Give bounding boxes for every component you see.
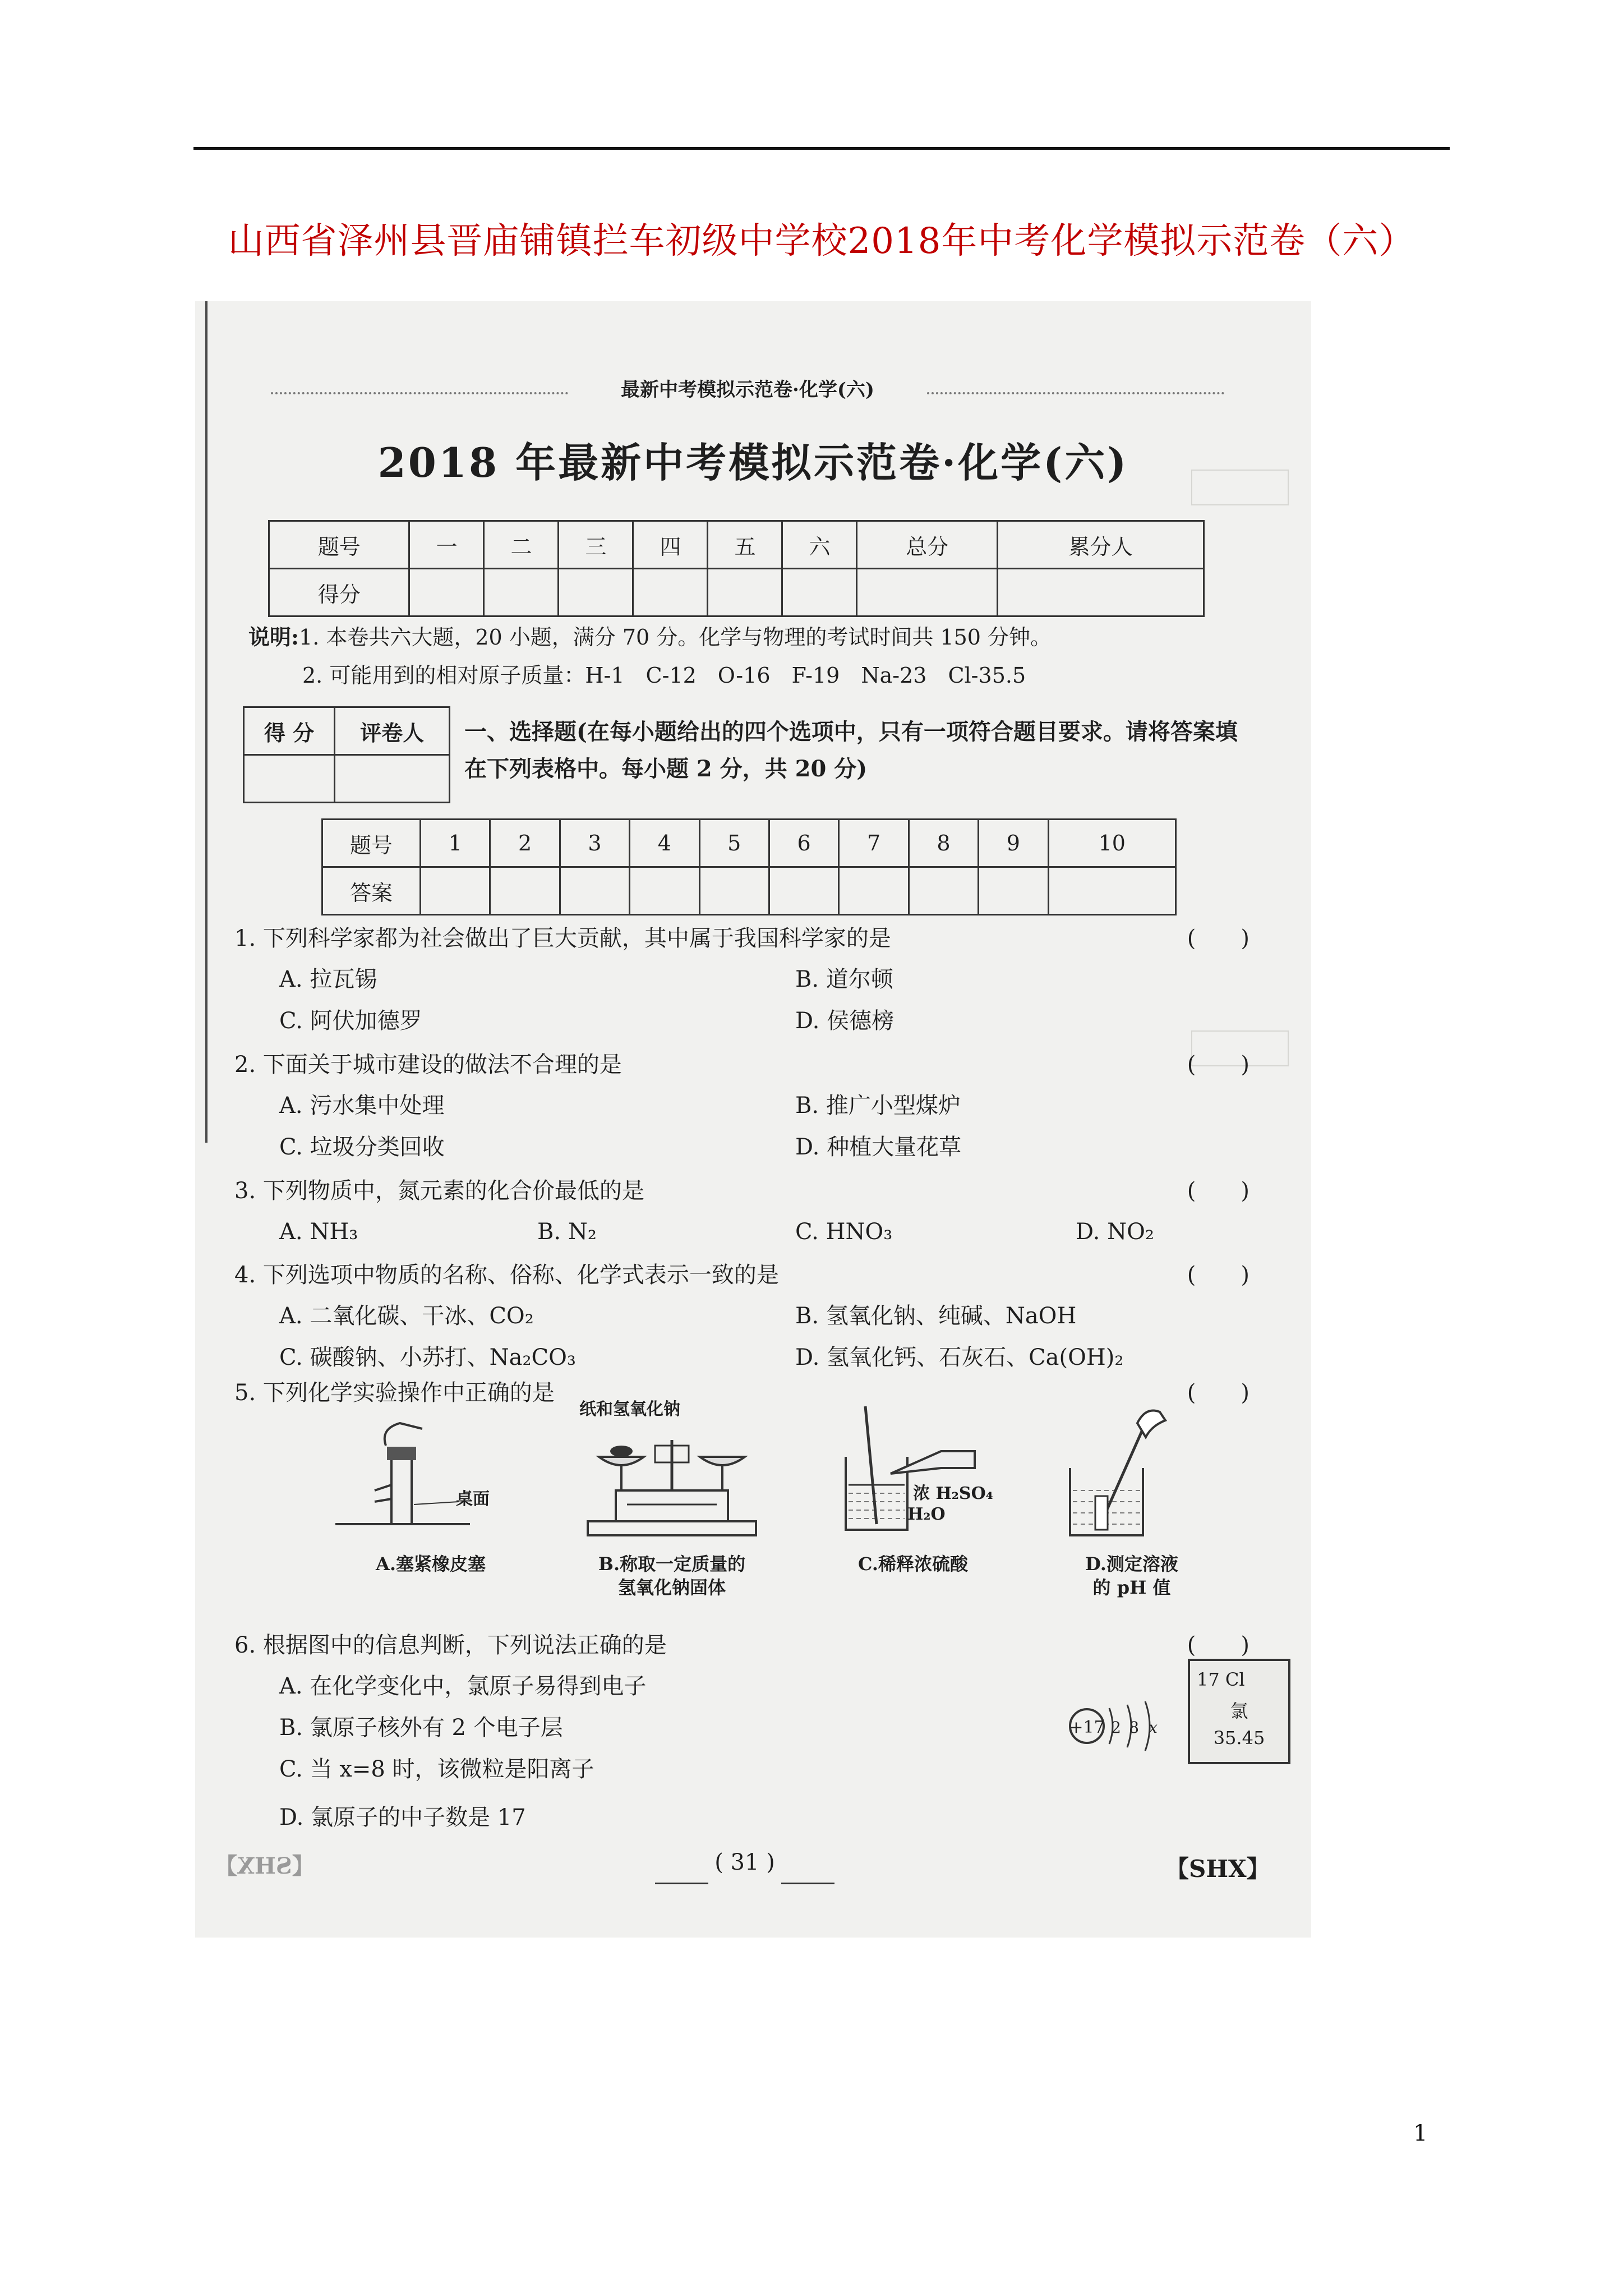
document-title: 山西省泽州县晋庙铺镇拦车初级中学校2018年中考化学模拟示范卷（六）: [228, 220, 1415, 262]
answer-cell: [839, 867, 909, 915]
option-b: B. 氢氧化钠、纯碱、NaOH: [795, 1303, 1077, 1329]
exam-title: 2018 年最新中考模拟示范卷·化学(六): [377, 439, 1129, 486]
answer-number-cell: 6: [769, 820, 838, 867]
option-a: A. 拉瓦锡: [279, 967, 377, 992]
score-header-cell: 累分人: [997, 521, 1204, 569]
answer-number-cell: 2: [490, 820, 560, 867]
question-2: [234, 1045, 1289, 1168]
grader-name-cell: [335, 755, 450, 803]
answer-number-cell: 4: [630, 820, 699, 867]
chlorine-atom-structure: [1064, 1681, 1171, 1771]
figure-c-caption-text: C.稀释浓硫酸: [857, 1553, 969, 1575]
figure-a-caption-text: A.塞紧橡皮塞: [376, 1553, 486, 1575]
score-header-cell: 四: [633, 521, 708, 569]
score-cell: [782, 569, 857, 616]
ph-test-illustration: [1025, 1395, 1238, 1552]
scanned-exam-photo: [195, 301, 1311, 1938]
answer-cell: [560, 867, 629, 915]
question-stem: [234, 918, 1289, 959]
score-header-cell: 五: [708, 521, 782, 569]
option-a: A. 在化学变化中，氯原子易得到电子: [279, 1673, 647, 1699]
option-a: A. 污水集中处理: [279, 1093, 445, 1119]
option-d: D. 氯原子的中子数是 17: [279, 1805, 526, 1830]
instructions: [248, 618, 1286, 694]
answer-row-label: 答案: [322, 867, 421, 915]
answer-cell: [421, 867, 490, 915]
test-tube-illustration: [324, 1395, 537, 1552]
atom-nucleus-charge: +17: [1069, 1718, 1105, 1737]
figure-a-stopper: [324, 1395, 537, 1631]
grader-box: [243, 706, 450, 803]
figure-c-dilution: [806, 1395, 1020, 1631]
option-row: [234, 959, 1289, 1000]
answer-cell: [699, 867, 769, 915]
photo-edge-shadow: [205, 301, 208, 1143]
answer-number-cell: 9: [979, 820, 1048, 867]
score-cell: [559, 569, 633, 616]
atom-shell-1-electrons: 2: [1111, 1718, 1121, 1737]
figure-b-caption: [565, 1552, 778, 1599]
question-stem-text: 5. 下列化学实验操作中正确的是: [234, 1380, 555, 1406]
score-cell: [857, 569, 997, 616]
figure-d-caption: [1025, 1552, 1238, 1599]
answer-bracket: ( ): [1187, 1632, 1249, 1658]
exam-page-number: [655, 1849, 834, 1889]
running-header: [271, 374, 1224, 408]
grader-score-label: 得 分: [244, 707, 335, 755]
question-stem-text: 3. 下列物质中，氮元素的化合价最低的是: [234, 1178, 644, 1204]
answer-bracket: ( ): [1187, 1178, 1249, 1204]
answer-bracket: ( ): [1187, 1380, 1249, 1406]
figure-b-caption-line-1: B.称取一定质量的: [598, 1553, 746, 1575]
answer-table-header-row: [322, 820, 1176, 867]
figure-b-caption-line-2: 氢氧化钠固体: [617, 1577, 726, 1598]
score-table-score-row: [269, 569, 1204, 616]
score-row-label: 得分: [269, 569, 409, 616]
figure-c-label-water: H₂O: [907, 1504, 946, 1524]
figure-c-caption: [806, 1552, 1020, 1576]
score-cell: [633, 569, 708, 616]
option-b: B. 道尔顿: [795, 967, 893, 992]
question-stem: [234, 1171, 1289, 1211]
option-row: [234, 1000, 1289, 1042]
question-stem: [234, 1625, 1289, 1665]
question-4: [234, 1255, 1289, 1378]
beaker-illustration: [806, 1395, 1020, 1552]
answer-cell: [979, 867, 1048, 915]
answer-cell: [909, 867, 978, 915]
atom-shell-3-electrons: x: [1149, 1718, 1158, 1737]
instruction-text: 1. 本卷共六大题，20 小题，满分 70 分。化学与物理的考试时间共 150 分钟。: [299, 625, 1052, 650]
option-a: A. NH₃: [279, 1219, 358, 1245]
element-symbol: Cl: [1225, 1669, 1245, 1690]
instruction-text: 2. 可能用到的相对原子质量：H-1 C-12 O-16 F-19 Na-23 Cl-35.5: [302, 663, 1026, 688]
exam-page-number-text: ( 31 ): [714, 1849, 775, 1875]
question-stem-text: 4. 下列选项中物质的名称、俗称、化学式表示一致的是: [234, 1262, 779, 1288]
instructions-label: 说明:: [248, 624, 299, 650]
option-row: [234, 1211, 1289, 1253]
atom-shell-diagram: [1064, 1681, 1171, 1771]
score-cell: [409, 569, 484, 616]
header-rule: [193, 147, 1450, 150]
element-name: 氯: [1230, 1700, 1248, 1722]
option-row: [234, 1126, 1289, 1168]
answer-number-cell: 10: [1048, 820, 1175, 867]
option-d: D. NO₂: [1076, 1219, 1154, 1245]
option-c: C. HNO₃: [795, 1219, 893, 1245]
answer-cell: [490, 867, 560, 915]
figure-d-ph-test: [1025, 1395, 1238, 1631]
figure-c-label-acid: 浓 H₂SO₄: [913, 1484, 993, 1503]
page-number-rule-left: [655, 1883, 708, 1884]
running-header-text: 最新中考模拟示范卷·化学(六): [620, 379, 874, 401]
score-header-cell: 一: [409, 521, 484, 569]
question-stem-text: 2. 下面关于城市建设的做法不合理的是: [234, 1052, 622, 1078]
element-number-symbol: [1197, 1669, 1245, 1690]
score-table: [268, 520, 1205, 617]
score-header-cell: 三: [559, 521, 633, 569]
score-header-cell: 总分: [857, 521, 997, 569]
option-row: [234, 1085, 1289, 1126]
option-c: C. 碳酸钠、小苏打、Na₂CO₃: [279, 1345, 576, 1370]
answer-number-cell: 3: [560, 820, 629, 867]
answer-table: [321, 818, 1177, 915]
section-1-title: 一、选择题(在每小题给出的四个选项中，只有一项符合题目要求。请将答案填在下列表格中。每小题 2 分，共 20 分): [464, 719, 1238, 782]
instruction-line: [248, 618, 1286, 656]
answer-number-cell: 7: [839, 820, 909, 867]
question-stem: [234, 1045, 1289, 1085]
element-mass: 35.45: [1213, 1727, 1265, 1749]
answer-number-cell: 5: [699, 820, 769, 867]
score-header-cell: 六: [782, 521, 857, 569]
score-header-cell: 二: [484, 521, 559, 569]
figure-b-label: 纸和氢氧化钠: [579, 1400, 680, 1419]
answer-table-answer-row: [322, 867, 1176, 915]
answer-cell: [1048, 867, 1175, 915]
question-stem-text: 1. 下列科学家都为社会做出了巨大贡献，其中属于我国科学家的是: [234, 926, 891, 951]
option-c: C. 当 x=8 时，该微粒是阳离子: [279, 1756, 594, 1782]
question-3: [234, 1171, 1289, 1253]
option-row: [234, 1337, 1289, 1378]
instruction-line: [248, 656, 1286, 694]
answer-number-cell: 8: [909, 820, 978, 867]
option-c: C. 垃圾分类回收: [279, 1134, 445, 1160]
score-table-header-row: [269, 521, 1204, 569]
score-cell: [997, 569, 1204, 616]
question-stem-text: 6. 根据图中的信息判断，下列说法正确的是: [234, 1632, 667, 1658]
answer-cell: [769, 867, 838, 915]
exam-page-number-value: 31: [730, 1849, 759, 1875]
option-row: [234, 1797, 1289, 1838]
question-1: [234, 918, 1289, 1042]
answer-bracket: ( ): [1187, 926, 1249, 951]
answer-number-cell: 1: [421, 820, 490, 867]
option-d: D. 种植大量花草: [795, 1134, 962, 1160]
score-cell: [708, 569, 782, 616]
element-number: 17: [1197, 1669, 1220, 1690]
question-stem: [234, 1255, 1289, 1295]
option-row: [234, 1295, 1289, 1337]
answer-bracket: ( ): [1187, 1262, 1249, 1288]
grader-label: 评卷人: [335, 707, 450, 755]
bleed-through-series-code: 【SHX】: [215, 1853, 315, 1879]
series-code: 【SHX】: [1165, 1855, 1270, 1883]
option-b: B. 氯原子核外有 2 个电子层: [279, 1715, 563, 1741]
figure-b-balance: [565, 1395, 778, 1631]
figure-d-caption-line-1: D.测定溶液: [1085, 1553, 1178, 1575]
option-b: B. N₂: [537, 1219, 597, 1245]
answer-bracket: ( ): [1187, 1052, 1249, 1078]
figure-a-caption: [324, 1552, 537, 1576]
option-b: B. 推广小型煤炉: [795, 1093, 961, 1119]
option-c: C. 阿伏加德罗: [279, 1008, 422, 1034]
score-cell: [484, 569, 559, 616]
chlorine-element-card: [1188, 1659, 1290, 1764]
grader-score-cell: [244, 755, 335, 803]
atom-shell-2-electrons: 8: [1129, 1718, 1139, 1737]
answer-cell: [630, 867, 699, 915]
option-d: D. 氢氧化钙、石灰石、Ca(OH)₂: [795, 1345, 1124, 1370]
answer-header-label: 题号: [322, 820, 421, 867]
option-d: D. 侯德榜: [795, 1008, 895, 1034]
figure-d-caption-line-2: 的 pH 值: [1092, 1577, 1171, 1598]
figure-a-label: 桌面: [456, 1489, 490, 1509]
score-header-cell: 题号: [269, 521, 409, 569]
document-page-number: 1: [1413, 2120, 1428, 2146]
option-a: A. 二氧化碳、干冰、CO₂: [279, 1303, 534, 1329]
page-number-rule-right: [781, 1883, 834, 1884]
